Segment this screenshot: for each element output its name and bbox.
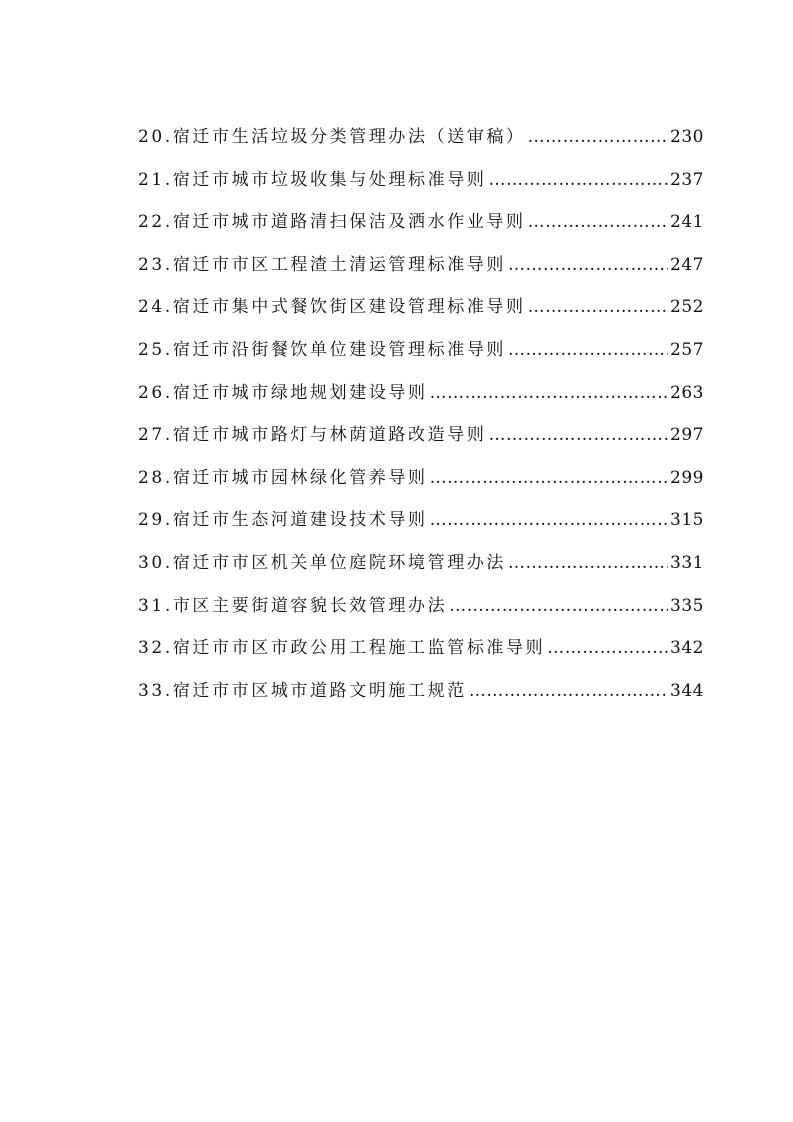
toc-entry-title: 31.市区主要街道容貌长效管理办法 bbox=[138, 595, 448, 616]
toc-entry-title: 30.宿迁市市区机关单位庭院环境管理办法 bbox=[138, 552, 507, 573]
toc-page-number: 299 bbox=[670, 467, 704, 488]
toc-dot-leader bbox=[430, 499, 668, 542]
toc-entry[interactable] bbox=[138, 542, 704, 585]
toc-entry-title: 28.宿迁市城市园林绿化管养导则 bbox=[138, 467, 428, 488]
toc-entry-title: 21.宿迁市城市垃圾收集与处理标准导则 bbox=[138, 169, 487, 190]
toc-entry-title: 32.宿迁市市区市政公用工程施工监管标准导则 bbox=[138, 638, 546, 659]
toc-dot-leader bbox=[528, 201, 668, 244]
toc-page-number: 263 bbox=[670, 382, 704, 403]
toc-entry-title: 23.宿迁市市区工程渣土清运管理标准导则 bbox=[138, 254, 507, 275]
toc-entry[interactable] bbox=[138, 457, 704, 500]
toc-dot-leader bbox=[528, 286, 668, 329]
toc-dot-leader bbox=[488, 414, 668, 457]
toc-page-number: 257 bbox=[670, 339, 704, 360]
toc-dot-leader bbox=[508, 244, 668, 287]
toc-entry-title: 25.宿迁市沿街餐饮单位建设管理标准导则 bbox=[138, 339, 507, 360]
toc-entry[interactable] bbox=[138, 585, 704, 628]
toc-entry[interactable] bbox=[138, 372, 704, 415]
toc-entry[interactable] bbox=[138, 116, 704, 159]
toc-dot-leader bbox=[430, 457, 668, 500]
toc-dot-leader bbox=[430, 372, 668, 415]
toc-page-number: 241 bbox=[670, 212, 704, 233]
toc-entry[interactable] bbox=[138, 286, 704, 329]
toc-entry-title: 27.宿迁市城市路灯与林荫道路改造导则 bbox=[138, 425, 487, 446]
toc-page-number: 297 bbox=[670, 425, 704, 446]
toc-page-number: 331 bbox=[670, 552, 704, 573]
toc-dot-leader bbox=[488, 159, 668, 202]
toc-page-number: 230 bbox=[670, 127, 704, 147]
toc-page-number: 344 bbox=[670, 680, 704, 701]
toc-entry[interactable] bbox=[138, 499, 704, 542]
toc-entry-title: 29.宿迁市生态河道建设技术导则 bbox=[138, 510, 428, 531]
toc-entry-title: 26.宿迁市城市绿地规划建设导则 bbox=[138, 382, 428, 403]
toc-dot-leader bbox=[469, 670, 668, 713]
toc-entry-title: 33.宿迁市市区城市道路文明施工规范 bbox=[138, 680, 467, 701]
toc-entry[interactable] bbox=[138, 244, 704, 287]
toc-page-number: 342 bbox=[670, 638, 704, 659]
toc-entry-title: 24.宿迁市集中式餐饮街区建设管理标准导则 bbox=[138, 297, 526, 318]
toc-dot-leader bbox=[449, 585, 668, 628]
toc-page-number: 237 bbox=[670, 169, 704, 190]
toc-page-number: 335 bbox=[670, 595, 704, 616]
table-of-contents bbox=[138, 116, 704, 712]
toc-entry[interactable] bbox=[138, 329, 704, 372]
toc-entry[interactable] bbox=[138, 201, 704, 244]
toc-entry[interactable] bbox=[138, 670, 704, 713]
toc-page-number: 247 bbox=[670, 254, 704, 275]
toc-dot-leader bbox=[528, 116, 668, 159]
toc-dot-leader bbox=[547, 627, 668, 670]
toc-page-number: 252 bbox=[670, 297, 704, 318]
toc-page-number: 315 bbox=[670, 510, 704, 531]
toc-entry[interactable] bbox=[138, 159, 704, 202]
toc-entry-title: 22.宿迁市城市道路清扫保洁及洒水作业导则 bbox=[138, 212, 526, 233]
toc-entry[interactable] bbox=[138, 414, 704, 457]
toc-dot-leader bbox=[508, 329, 668, 372]
toc-entry-title: 20.宿迁市生活垃圾分类管理办法（送审稿） bbox=[138, 127, 526, 147]
toc-dot-leader bbox=[508, 542, 668, 585]
toc-entry[interactable] bbox=[138, 627, 704, 670]
